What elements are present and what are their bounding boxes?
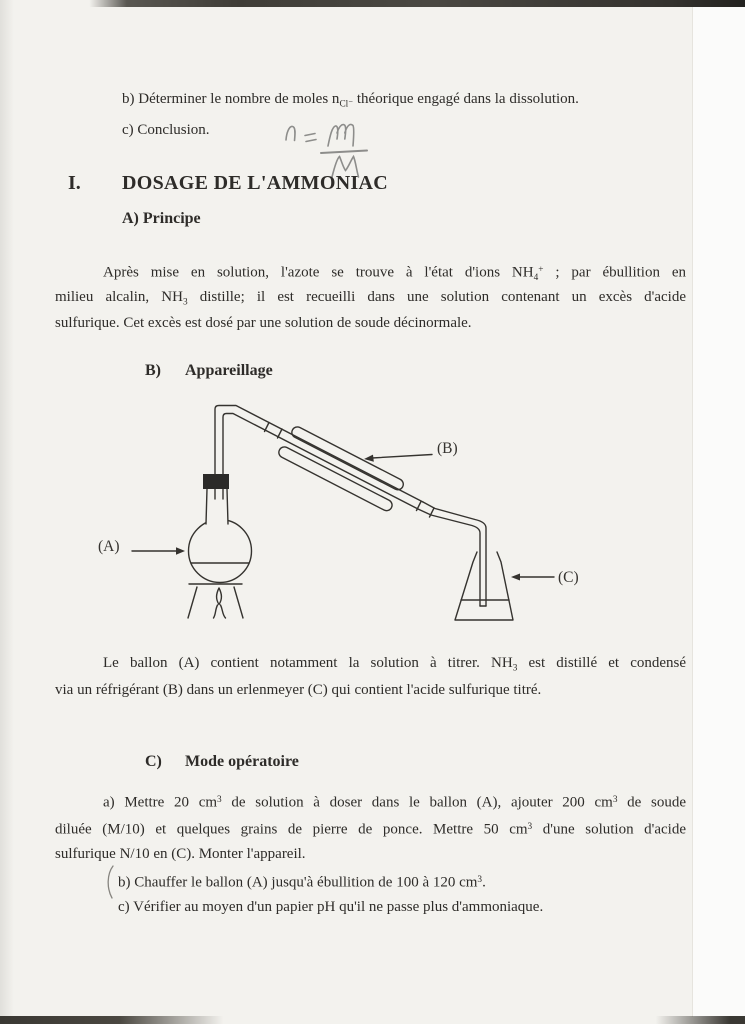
scan-right-margin — [692, 6, 745, 1017]
principe-line-2: milieu alcalin, $NH_3$ distille; il est recueilli dans une solution contenant un excès d'acide — [55, 289, 687, 308]
principe-line-3: sulfurique. Cet excès est dosé par une solution de soude décinormale. — [55, 315, 472, 331]
mode-step-a-line-3: sulfurique N/10 en (C). Monter l'appareil. — [55, 846, 306, 862]
handwritten-margin-mark — [103, 864, 117, 900]
burner-flame — [217, 588, 222, 605]
heading-mode: Mode opératoire — [185, 753, 299, 770]
mode-step-a-line-1: a) Mettre 20 $cm^3$ de solution à doser dans le ballon (A), ajouter 200 $cm^3$ de soude — [103, 794, 687, 811]
mode-step-b: b) Chauffer le ballon (A) jusqu'à ébullition de 100 à 120 $cm^3$. — [118, 874, 486, 891]
heading-appareillage-letter: B) — [145, 362, 161, 379]
section-title: DOSAGE DE L'AMMONIAC — [122, 172, 389, 194]
flask-stopper — [203, 474, 229, 489]
intro-item-c: c) Conclusion. — [122, 122, 210, 138]
scan-edge-bottom — [0, 1016, 745, 1024]
section-numeral: I. — [68, 172, 81, 194]
scan-edge-top — [0, 0, 745, 7]
handwritten-m — [328, 124, 354, 146]
caption-line-2: via un réfrigérant (B) dans un erlenmeyer (C) qui contient l'acide sulfurique titré. — [55, 682, 542, 698]
principe-line-1: Après mise en solution, l'azote se trouve à l'état d'ions $NH_4^+$ ; par ébullition en — [103, 264, 686, 283]
heading-appareillage: Appareillage — [185, 362, 273, 379]
caption-line-1: Le ballon (A) contient notamment la solution à titrer. $NH_3$ est distillé et condensé — [103, 655, 686, 674]
erlenmeyer-C — [455, 552, 513, 620]
mode-step-c: c) Vérifier au moyen d'un papier pH qu'il ne passe plus d'ammoniaque. — [118, 899, 544, 915]
heading-principe: A) Principe — [122, 210, 201, 227]
arrow-A — [176, 547, 185, 554]
handwritten-fraction-bar — [321, 151, 367, 154]
mode-step-a-line-2: diluée (M/10) et quelques grains de pierre de ponce. Mettre 50 $cm^3$ d'une solution d'acide — [55, 821, 686, 838]
figure-labels — [98, 440, 579, 586]
arrow-C — [511, 574, 520, 581]
label-C: (C) — [558, 569, 579, 586]
handwritten-n — [286, 126, 295, 140]
apparatus-figure — [90, 398, 640, 630]
distillation-tube — [215, 406, 486, 607]
label-B: (B) — [437, 440, 458, 457]
burner-stand — [188, 584, 243, 618]
scan-left-shadow — [0, 0, 14, 1024]
flask-A — [189, 474, 252, 583]
intro-item-b: b) Déterminer le nombre de moles $n_{Cl^-}$ théorique engagé dans la dissolution. — [122, 91, 579, 110]
heading-mode-letter: C) — [145, 753, 162, 770]
handwritten-equals — [305, 134, 316, 142]
label-A: (A) — [98, 538, 120, 555]
